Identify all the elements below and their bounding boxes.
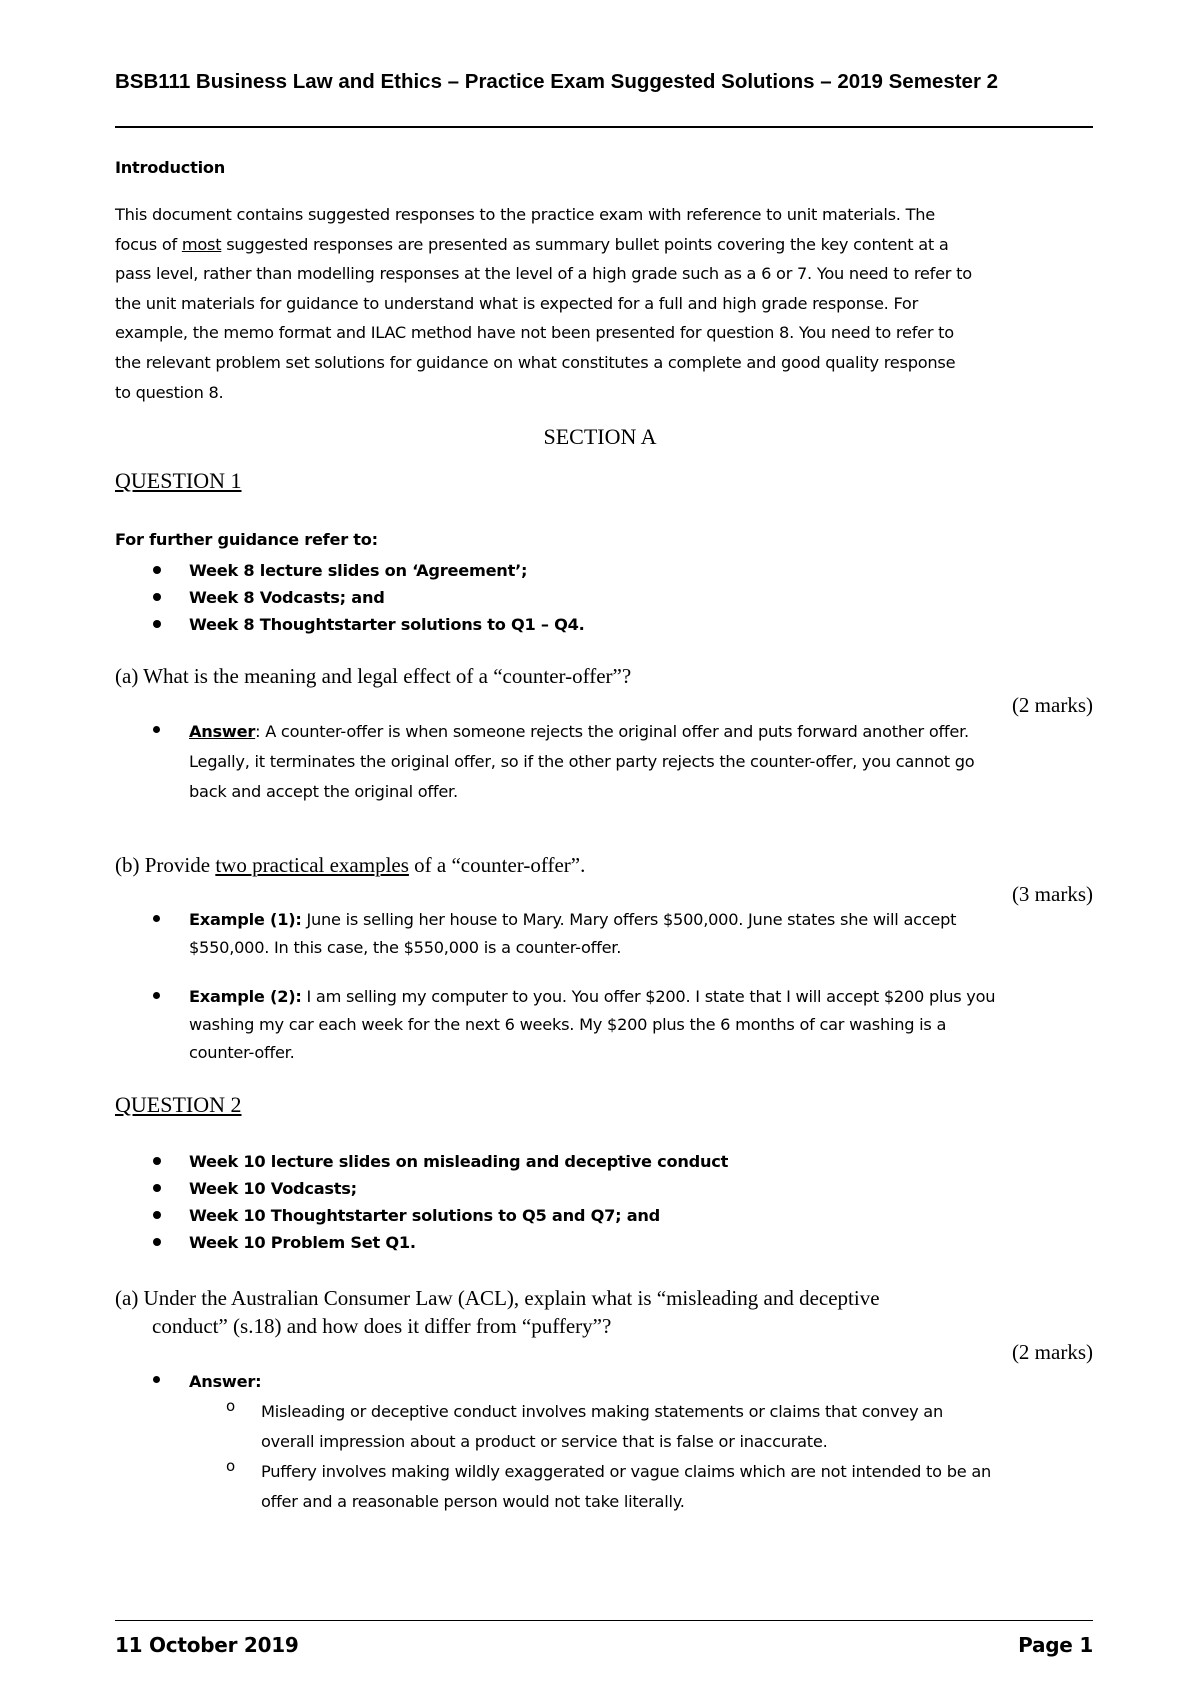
q2a-marks: (2 marks) bbox=[1011, 1340, 1093, 1364]
emphasis-two-examples: two practical examples bbox=[215, 853, 409, 877]
bullet-icon bbox=[153, 620, 161, 628]
q1b-example-1 bbox=[115, 906, 1100, 962]
list-item: Week 8 lecture slides on ‘Agreement’; bbox=[115, 557, 585, 584]
sub-bullet-icon: o bbox=[226, 1457, 235, 1475]
q1a-answer bbox=[115, 717, 1100, 807]
section-heading: SECTION A bbox=[543, 424, 657, 449]
example-label: Example (2): bbox=[189, 987, 302, 1006]
q2a-question bbox=[115, 1284, 1095, 1340]
answer-line: Puffery involves making wildly exaggerated or vague claims which are not intended to be an bbox=[261, 1462, 992, 1481]
footer-rule bbox=[115, 1620, 1093, 1621]
q1-guidance-list bbox=[115, 557, 585, 638]
bullet-icon bbox=[153, 1238, 161, 1246]
list-item: Week 10 Vodcasts; bbox=[115, 1175, 728, 1202]
answer-line: Legally, it terminates the original offer, so if the other party rejects the counter-offer, you cannot go bbox=[189, 752, 975, 771]
intro-heading: Introduction bbox=[115, 158, 226, 177]
question-line: (a) Under the Australian Consumer Law (ACL), explain what is “misleading and deceptive bbox=[115, 1286, 880, 1310]
intro-line: the relevant problem set solutions for guidance on what constitutes a complete and good quality response bbox=[115, 352, 956, 372]
list-item: Week 10 Problem Set Q1. bbox=[115, 1229, 728, 1256]
q2a-sub-point-1 bbox=[115, 1397, 1100, 1457]
q1-guidance-label: For further guidance refer to: bbox=[115, 530, 378, 549]
bullet-icon bbox=[153, 1376, 160, 1383]
bullet-icon bbox=[153, 566, 161, 574]
intro-line: This document contains suggested responses to the practice exam with reference to unit materials. The bbox=[115, 205, 935, 224]
bullet-icon bbox=[153, 726, 160, 733]
answer-line: counter-offer. bbox=[189, 1043, 295, 1062]
answer-label: Answer bbox=[189, 722, 256, 741]
intro-line: to question 8. bbox=[115, 382, 224, 402]
answer-line: $550,000. In this case, the $550,000 is a counter-offer. bbox=[189, 938, 622, 957]
answer-line: Answer: A counter-offer is when someone rejects the original offer and puts forward another offer. bbox=[189, 722, 969, 741]
list-item: Week 10 lecture slides on misleading and deceptive conduct bbox=[115, 1148, 728, 1175]
answer-line: Misleading or deceptive conduct involves making statements or claims that convey an bbox=[261, 1402, 943, 1421]
intro-line: pass level, rather than modelling responses at the level of a high grade such as a 6 or 7. You need to refer to bbox=[115, 264, 972, 284]
answer-label: Answer: bbox=[189, 1372, 262, 1391]
bullet-icon bbox=[153, 1211, 161, 1219]
question-1-heading: QUESTION 1 bbox=[115, 468, 242, 493]
q1a-question: (a) What is the meaning and legal effect of a “counter-offer”? bbox=[115, 664, 632, 688]
document-header: BSB111 Business Law and Ethics – Practice Exam Suggested Solutions – 2019 Semester 2 bbox=[115, 70, 999, 93]
question-2-heading: QUESTION 2 bbox=[115, 1092, 242, 1117]
list-item: Week 10 Thoughtstarter solutions to Q5 and Q7; and bbox=[115, 1202, 728, 1229]
bullet-icon bbox=[153, 915, 160, 922]
answer-line: offer and a reasonable person would not take literally. bbox=[261, 1492, 685, 1511]
bullet-icon bbox=[153, 1157, 161, 1165]
footer-page-number: Page 1 bbox=[1018, 1633, 1093, 1657]
q1b-question: (b) Provide two practical examples of a “counter-offer”. bbox=[115, 853, 586, 877]
intro-paragraph bbox=[115, 200, 1095, 407]
list-item: Week 8 Vodcasts; and bbox=[115, 584, 585, 611]
answer-line: washing my car each week for the next 6 weeks. My $200 plus the 6 months of car washing is a bbox=[189, 1015, 947, 1034]
list-item: Week 8 Thoughtstarter solutions to Q1 – Q4. bbox=[115, 611, 585, 638]
sub-bullet-icon: o bbox=[226, 1397, 235, 1415]
answer-line: back and accept the original offer. bbox=[189, 782, 458, 801]
example-label: Example (1): bbox=[189, 910, 302, 929]
q1a-marks: (2 marks) bbox=[1011, 693, 1093, 717]
answer-line: overall impression about a product or service that is false or inaccurate. bbox=[261, 1432, 828, 1451]
q1b-marks: (3 marks) bbox=[1011, 882, 1093, 906]
question-line: conduct” (s.18) and how does it differ from “puffery”? bbox=[152, 1314, 612, 1338]
q2-guidance-list bbox=[115, 1148, 728, 1256]
intro-line: example, the memo format and ILAC method have not been presented for question 8. You need to refer to bbox=[115, 323, 954, 343]
footer-date: 11 October 2019 bbox=[115, 1633, 299, 1657]
q2a-sub-point-2 bbox=[115, 1457, 1100, 1517]
intro-line: focus of most suggested responses are presented as summary bullet points covering the key content at a bbox=[115, 234, 949, 254]
bullet-icon bbox=[153, 593, 161, 601]
answer-line: Example (1): June is selling her house to Mary. Mary offers $500,000. June states she will accept bbox=[189, 910, 957, 929]
q1b-example-2 bbox=[115, 983, 1100, 1067]
intro-line: the unit materials for guidance to understand what is expected for a full and high grade response. For bbox=[115, 293, 918, 313]
bullet-icon bbox=[153, 1184, 161, 1192]
header-rule bbox=[115, 126, 1093, 128]
bullet-icon bbox=[153, 992, 160, 999]
emphasis-most: most bbox=[181, 234, 222, 254]
q2a-answer bbox=[115, 1367, 1100, 1397]
answer-line: Example (2): I am selling my computer to you. You offer $200. I state that I will accept $200 plus you bbox=[189, 987, 996, 1006]
